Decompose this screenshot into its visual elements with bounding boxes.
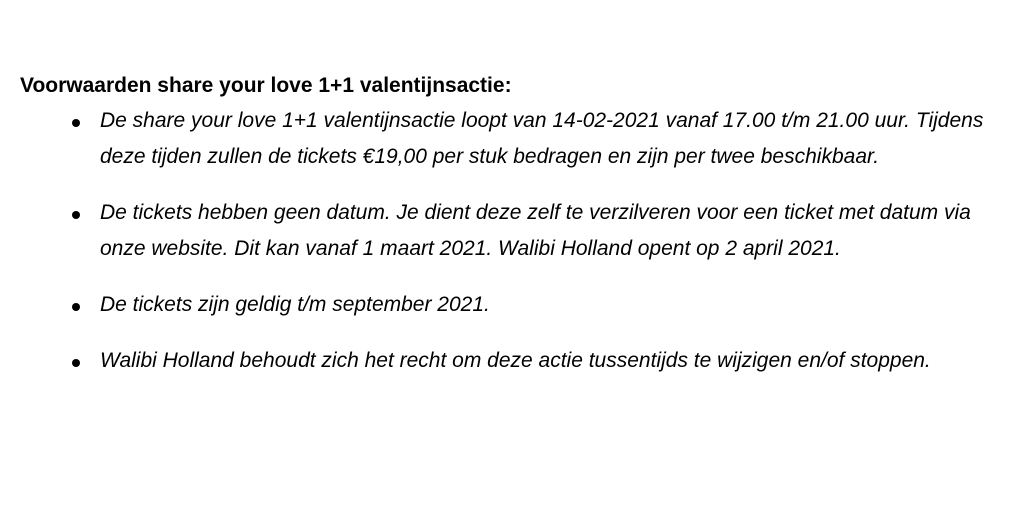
bullet-icon [72,303,80,311]
bullet-icon [72,211,80,219]
list-item-text: De tickets hebben geen datum. Je dient deze zelf te verzilveren voor een ticket met datum via onze website. Dit kan vanaf 1 maart 2021. Walibi Holland opent op 2 april 2021. [100,201,971,260]
list-item-text: De share your love 1+1 valentijnsactie loopt van 14-02-2021 vanaf 17.00 t/m 21.00 uur. Tijdens deze tijden zullen de tickets €19,00 per stuk bedragen en zijn per twee beschikbaar. [100,109,984,168]
list-item-text: Walibi Holland behoudt zich het recht om deze actie tussentijds te wijzigen en/of stoppen. [100,349,931,372]
list-item [20,103,1000,175]
bullet-icon [72,119,80,127]
list-item [20,287,1000,323]
list-item [20,343,1000,379]
list-item-text: De tickets zijn geldig t/m september 2021. [100,293,490,316]
list-item [20,195,1000,267]
terms-heading: Voorwaarden share your love 1+1 valentijnsactie: [20,74,512,97]
bullet-icon [72,359,80,367]
terms-list [20,103,1000,379]
terms-section [20,70,1000,399]
